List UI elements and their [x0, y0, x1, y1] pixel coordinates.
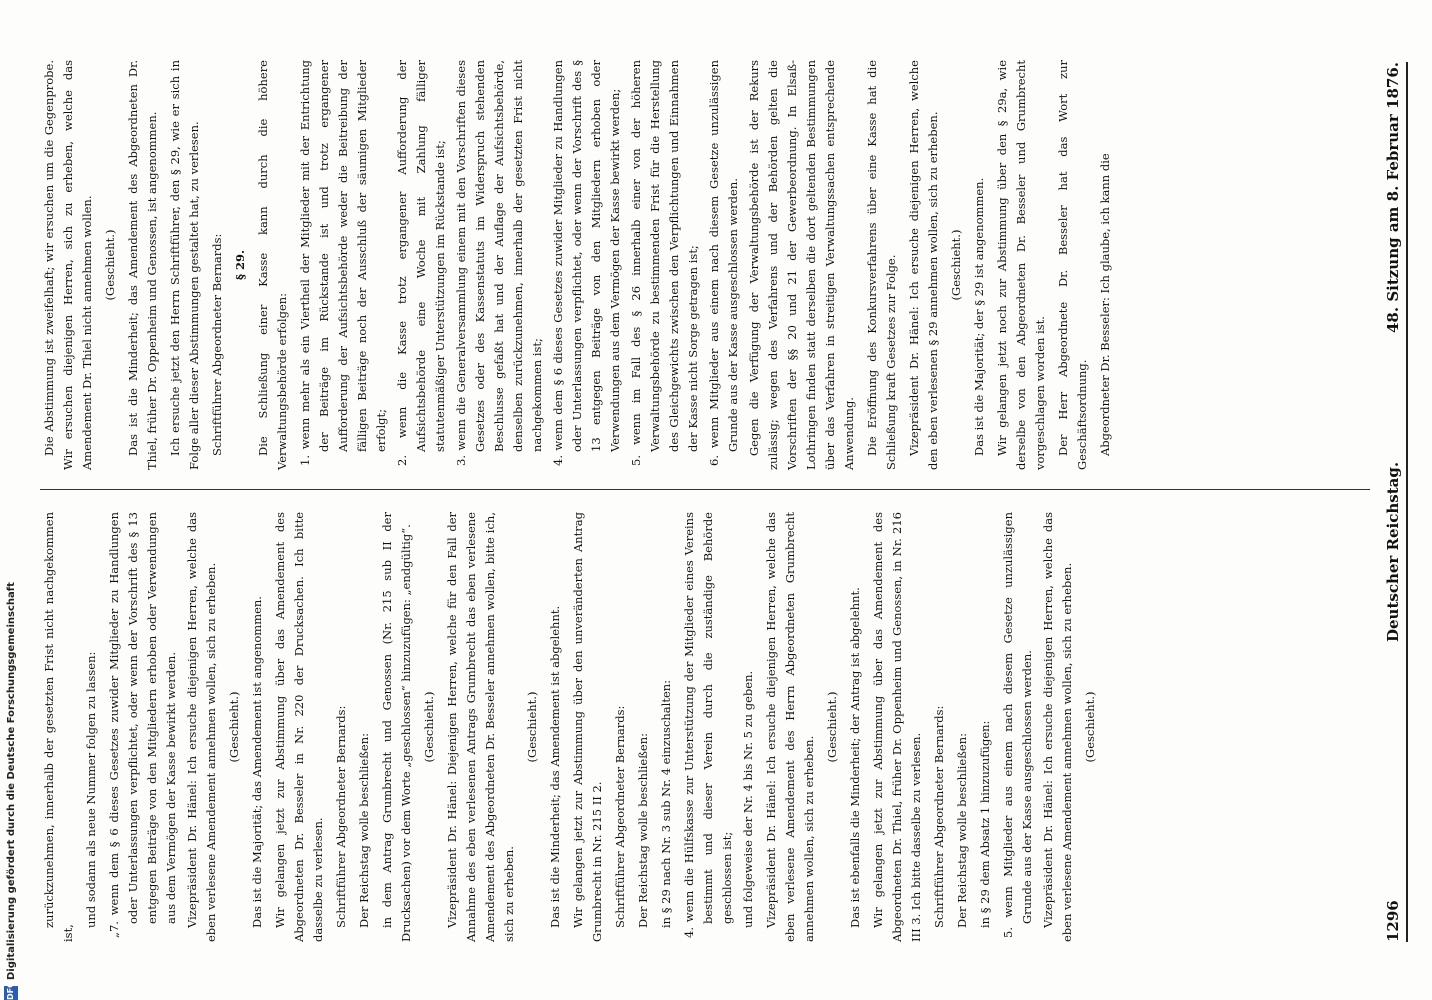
paragraph: Wir gelangen jetzt zur Abstimmung über den unveränderten Antrag Grumbrecht in Nr. 215 II 2. — [571, 512, 604, 942]
list-item: 4. wenn dem § 6 dieses Gesetzes zuwider Mitglieder zu Handlungen oder Unterlassungen verpflichtet, oder wenn der Vorschrift des § 13 entgegen Beiträge von den Mitgliedern erhoben oder Verwendungen aus dem Vermögen der Kasse bewirkt werden; — [551, 60, 622, 466]
digitization-footer — [0, 0, 26, 1000]
paragraph: Vizepräsident Dr. Hänel: Ich ersuche diejenigen Herren, welche das eben verlesene Amendement des Herrn Abgeordneten Grumbrecht annehmen wollen, sich zu erheben. — [764, 512, 816, 942]
paragraph: Das ist die Majorität; der § 29 ist angenommen. — [972, 177, 986, 456]
column-divider — [40, 489, 1370, 490]
paragraph: Vizepräsident Dr. Hänel: Diejenigen Herren, welche für den Fall der Annahme des eben verlesenen Antrags Grumbrecht das eben verlesene Amendement des Abgeordneten Dr. Besseler annehmen wollen, bitte ich, sich zu erheben. — [445, 512, 516, 942]
stage-direction: (Geschieht.) — [103, 229, 117, 301]
dfg-logo: DFG — [4, 986, 18, 1000]
stage-direction: (Geschieht.) — [1083, 691, 1097, 763]
stage-direction: (Geschieht.) — [525, 691, 539, 763]
paragraph: Vizepräsident Dr. Hänel: Ich ersuche diejenigen Herren, welche das eben verlesene Amendement annehmen wollen, sich zu erheben. — [185, 512, 218, 942]
paragraph: Der Reichstag wolle beschließen: — [636, 733, 650, 928]
paragraph: Vizepräsident Dr. Hänel: Ich ersuche diejenigen Herren, welche den eben verlesenen § 29 annehmen wollen, sich zu erheben. — [907, 60, 940, 470]
stage-direction: (Geschieht.) — [422, 691, 436, 763]
paragraph: Ich ersuche jetzt den Herrn Schriftführer, den § 29, wie er sich in Folge aller dieser Abstimmungen gestaltet hat, zu verlesen. — [168, 60, 201, 470]
paragraph: in dem Antrag Grumbrecht und Genossen (Nr. 215 sub II der Drucksachen) vor dem Worte „geschlossen“ hinzuzufügen: „endgültig“. — [380, 512, 413, 942]
paragraph: Das ist die Minderheit; das Amendement ist abgelehnt. — [548, 605, 562, 928]
paragraph: Abgeordneter Dr. Besseler: Ich glaube, ich kann die — [1098, 153, 1112, 456]
paragraph: in § 29 dem Absatz 1 hinzuzufügen: — [978, 720, 992, 928]
list-item: 1. wenn mehr als ein Viertheil der Mitglieder mit der Entrichtung der Beiträge im Rückstande ist und trotz ergangener Aufforderung der Aufsichtsbehörde weder die Beitreibung der fälligen Beiträge noch der Ausschluß der säumigen Mitglieder erfolgt; — [298, 60, 388, 466]
paragraph: Die Schließung einer Kasse kann durch die höhere Verwaltungsbehörde erfolgen: — [256, 60, 289, 470]
paragraph: Wir gelangen jetzt zur Abstimmung über das Amendement des Abgeordneten Dr. Thiel, früher Dr. Oppenheim und Genossen, in Nr. 216 III 3. Ich bitte dasselbe zu verlesen. — [871, 512, 923, 942]
section-heading: § 29. — [233, 249, 247, 281]
paragraph: Das ist die Minderheit; das Amendement des Abgeordneten Dr. Thiel, früher Dr. Oppenheim und Genossen, ist angenommen. — [126, 60, 159, 470]
session-date: 48. Sitzung am 8. Februar 1876. — [1384, 62, 1402, 333]
paragraph: Der Herr Abgeordnete Dr. Besseler hat das Wort zur Geschäftsordnung. — [1056, 60, 1089, 470]
paragraph: Wir gelangen jetzt noch zur Abstimmung über den § 29a, wie derselbe von den Abgeordneten Dr. Besseler und Grumbrecht vorgeschlagen worden ist. — [995, 60, 1047, 470]
paragraph: Das ist ebenfalls die Minderheit; der Antrag ist abgelehnt. — [848, 587, 862, 928]
paragraph: Schriftführer Abgeordneter Bernards: — [210, 233, 224, 456]
page-header — [1378, 62, 1408, 942]
page-number: 1296 — [1384, 900, 1402, 942]
list-item: „7. wenn dem § 6 dieses Gesetzes zuwider Mitglieder zu Handlungen oder Unterlassungen verpflichtet, oder wenn der Vorschrift des § 13 entgegen Beiträge von den Mitgliedern erhoben oder Verwendungen aus dem Vermögen der Kasse bewirkt werden. — [107, 512, 178, 938]
left-column — [40, 512, 1370, 942]
paragraph: Vizepräsident Dr. Hänel: Ich ersuche diejenigen Herren, welche das eben verlesene Amendement annehmen wollen, sich zu erheben. — [1041, 512, 1074, 942]
paragraph: Das ist die Majorität; das Amendement ist angenommen. — [250, 596, 264, 928]
list-item: 4. wenn die Hülfskasse zur Unterstützung der Mitglieder eines Vereins bestimmt und dieser Verein durch die zuständige Behörde geschlossen ist; — [682, 512, 734, 938]
digitization-note: Digitalisierung gefördert durch die Deutsche Forschungsgemeinschaft — [6, 582, 17, 980]
paragraph: und folgeweise der Nr. 4 bis Nr. 5 zu geben. — [741, 670, 755, 928]
paragraph: in § 29 nach Nr. 3 sub Nr. 4 einzuschalten: — [659, 679, 673, 928]
list-item: 2. wenn die Kasse trotz ergangener Aufforderung der Aufsichtsbehörde eine Woche mit Zahlung fälliger statutenmäßiger Unterstützungen im Rückstande ist; — [395, 60, 447, 466]
right-column — [40, 60, 1370, 470]
stage-direction: (Geschieht.) — [227, 691, 241, 763]
paragraph: Die Eröffnung des Konkursverfahrens über eine Kasse hat die Schließung kraft Gesetzes zur Folge. — [865, 60, 898, 470]
paragraph: Schriftführer Abgeordneter Bernards: — [613, 705, 627, 928]
list-item: 5. wenn Mitglieder aus einem nach diesem Gesetze unzulässigen Grunde aus der Kasse ausgeschlossen werden. — [1001, 512, 1034, 938]
running-title: Deutscher Reichstag. — [1384, 461, 1402, 642]
paragraph: Der Reichstag wolle beschließen: — [955, 733, 969, 928]
paragraph: Gegen die Verfügung der Verwaltungsbehörde ist der Rekurs zulässig; wegen des Verfahrens und der Behörden gelten die Vorschriften der §§ 20 und 21 der Gewerbeordnung. In Elsaß-Lothringen finden statt derselben die dort geltenden Bestimmungen über das Verfahren in streitigen Verwaltungssachen entsprechende Anwendung. — [747, 60, 856, 470]
list-item: 6. wenn Mitglieder aus einem nach diesem Gesetze unzulässigen Grunde aus der Kasse ausgeschlossen werden. — [707, 60, 740, 466]
list-item: 3. wenn die Generalversammlung einem mit den Vorschriften dieses Gesetzes oder des Kassenstatuts im Widerspruch stehenden Beschlusse gefaßt hat und der Auflage der Aufsichtsbehörde, denselben zurückzunehmen, innerhalb der gesetzten Frist nicht nachgekommen ist; — [454, 60, 544, 466]
stage-direction: (Geschieht.) — [949, 229, 963, 301]
paragraph: Der Reichstag wolle beschließen: — [357, 733, 371, 928]
list-item: 5. wenn im Fall des § 26 innerhalb einer von der höheren Verwaltungsbehörde zu bestimmenden Frist für die Herstellung des Gleichgewichts zwischen den Verpflichtungen und Einnahmen der Kasse nicht Sorge getragen ist; — [629, 60, 700, 466]
paragraph: Wir gelangen jetzt zur Abstimmung über das Amendement des Abgeordneten Dr. Besseler in Nr. 220 der Drucksachen. Ich bitte dasselbe zu verlesen. — [273, 512, 325, 942]
paragraph: und sodann als neue Nummer folgen zu lassen: — [84, 651, 98, 928]
stage-direction: (Geschieht.) — [825, 691, 839, 763]
paragraph: zurückzunehmen, innerhalb der gesetzten Frist nicht nachgekommen ist, — [42, 512, 75, 942]
paragraph: Schriftführer Abgeordneter Bernards: — [334, 705, 348, 928]
paragraph: Schriftführer Abgeordneter Bernards: — [932, 705, 946, 928]
paragraph: Die Abstimmung ist zweifelhaft; wir ersuchen um die Gegenprobe. Wir ersuchen diejenigen Herren, sich zu erheben, welche das Amendement Dr. Thiel nicht annehmen wollen. — [42, 60, 94, 470]
